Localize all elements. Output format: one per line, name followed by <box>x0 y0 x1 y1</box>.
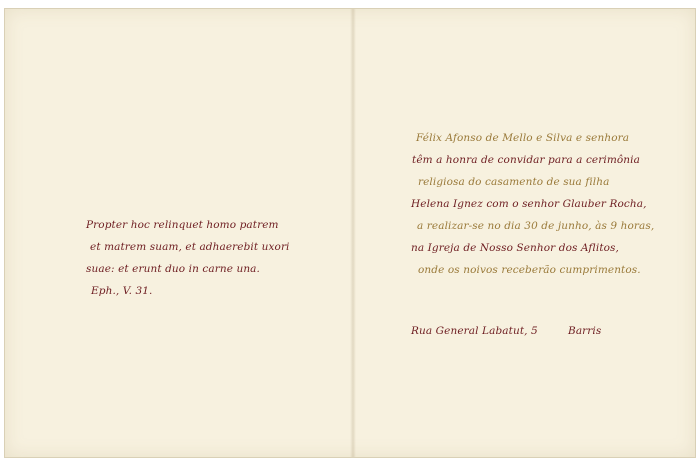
address: Rua General Labatut, 5 <box>411 325 538 337</box>
verse-line-2: et matrem suam, et adhaerebit uxori <box>90 241 290 253</box>
invitation-line-1: Félix Afonso de Mello e Silva e senhora <box>416 132 630 144</box>
invitation-card <box>4 8 696 458</box>
invitation-line-5: a realizar-se no dia 30 de junho, às 9 horas, <box>417 220 655 232</box>
verse-reference: Eph., V. 31. <box>91 285 153 297</box>
invitation-line-6: na Igreja de Nosso Senhor dos Aflitos, <box>411 242 619 254</box>
verse-line-3: suae: et erunt duo in carne una. <box>86 263 260 275</box>
invitation-line-7: onde os noivos receberão cumprimentos. <box>418 264 641 276</box>
invitation-line-4: Helena Ignez com o senhor Glauber Rocha, <box>411 198 647 210</box>
invitation-line-3: religiosa do casamento de sua filha <box>418 176 610 188</box>
invitation-line-2: têm a honra de convidar para a cerimônia <box>412 154 640 166</box>
neighborhood: Barris <box>568 325 602 337</box>
verse-line-1: Propter hoc relinquet homo patrem <box>86 219 279 231</box>
card-fold <box>350 9 356 457</box>
